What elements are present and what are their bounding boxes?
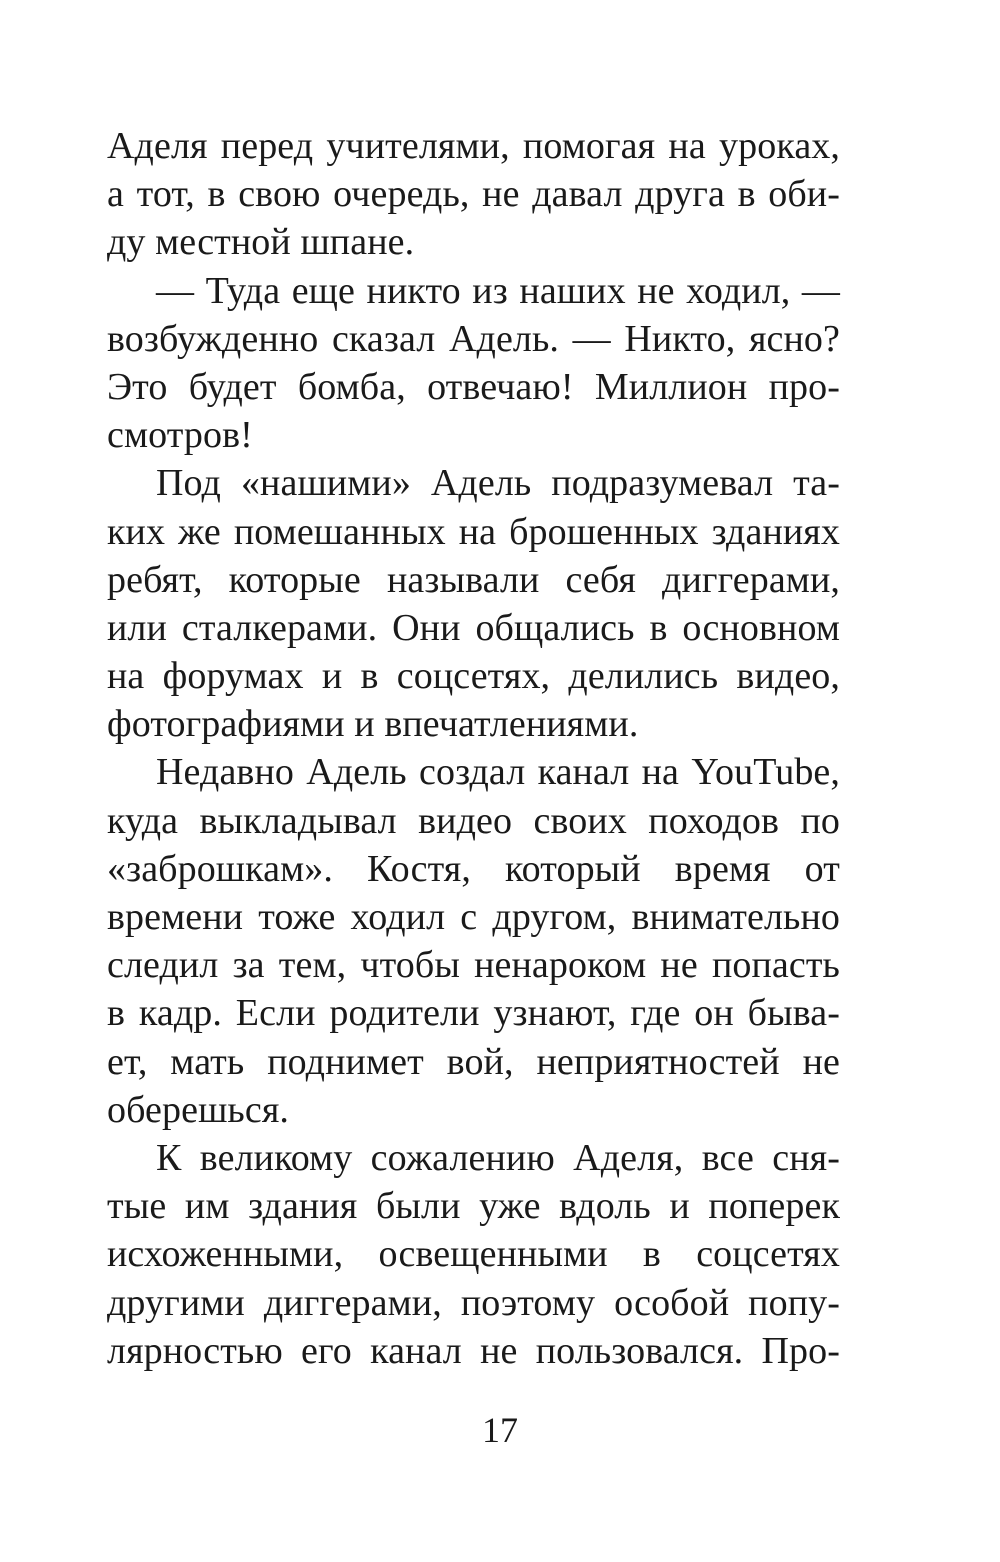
text-line: — Туда еще никто из наших не ходил, — — [156, 269, 840, 312]
text-line: Под «нашими» Адель подразумевал та- — [156, 462, 840, 505]
text-line: следил за тем, чтобы ненароком не попасть — [107, 944, 840, 987]
text-line: Это будет бомба, отвечаю! Миллион про- — [107, 365, 840, 408]
text-line: а тот, в свою очередь, не давал друга в оби- — [107, 173, 840, 216]
text-line: тые им здания были уже вдоль и поперек — [107, 1185, 840, 1228]
text-line: «заброшкам». Костя, который время от — [107, 847, 840, 890]
text-line: смотров! — [107, 414, 253, 457]
text-line: оберешься. — [107, 1088, 290, 1131]
text-line: куда выкладывал видео своих походов по — [107, 799, 840, 842]
text-line: на форумах и в соцсетях, делились видео, — [107, 655, 840, 698]
text-line: фотографиями и впечатлениями. — [107, 703, 639, 746]
text-line: Недавно Адель создал канал на YouTube, — [156, 751, 840, 794]
text-line: лярностью его канал не пользовался. Про- — [107, 1329, 840, 1372]
text-line: другими диггерами, поэтому особой попу- — [107, 1281, 840, 1324]
text-line: в кадр. Если родители узнают, где он быва- — [107, 992, 840, 1035]
text-line: исхоженными, освещенными в соцсетях — [107, 1233, 840, 1276]
text-line: ребят, которые называли себя диггерами, — [107, 558, 840, 601]
text-line: времени тоже ходил с другом, внимательно — [107, 896, 840, 938]
text-line: Аделя перед учителями, помогая на уроках, — [107, 125, 840, 167]
page-number: 17 — [482, 1410, 518, 1450]
text-line: ких же помешанных на брошенных зданиях — [107, 510, 840, 553]
body-text — [107, 122, 840, 1375]
text-line: или сталкерами. Они общались в основном — [107, 606, 840, 649]
text-line: возбужденно сказал Адель. — Никто, ясно? — [107, 317, 840, 360]
text-line: ду местной шпане. — [107, 221, 415, 264]
text-line: К великому сожалению Аделя, все сня- — [156, 1136, 840, 1179]
text-line: ет, мать поднимет вой, неприятностей не — [107, 1040, 840, 1083]
